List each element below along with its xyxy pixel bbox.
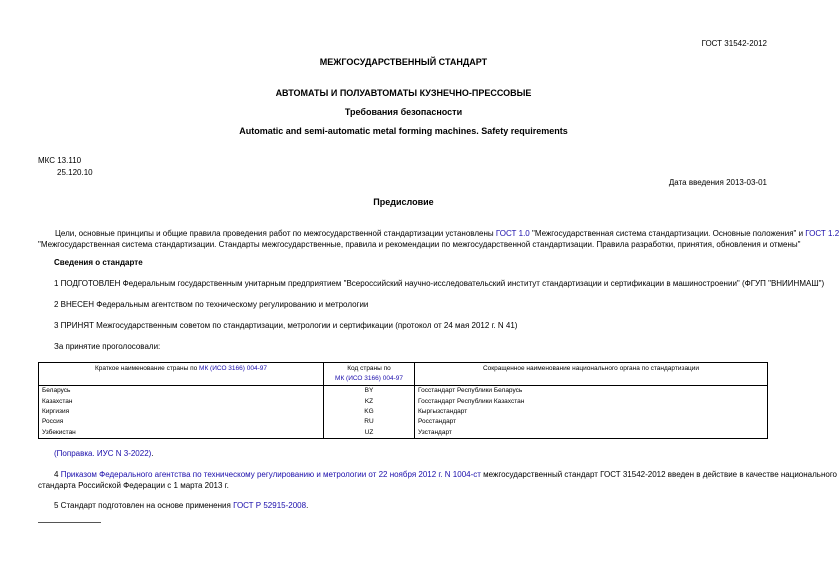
code-cell: UZ <box>324 428 415 439</box>
body-cell: Росстандарт <box>415 417 768 427</box>
footnote-separator <box>38 522 101 523</box>
code-cell: BY <box>324 386 415 397</box>
document-title-en: Automatic and semi-automatic metal forming machines. Safety requirements <box>239 126 568 136</box>
para1-b: "Межгосударственная система стандартизации. Основные положения" и <box>531 229 804 238</box>
para1-c: "Межгосударственная система стандартизации. Стандарты межгосударственные, правила и рекомендации по межгосударственной стандартизации. Правила разработки, принятия, обновления и отмены" <box>38 240 801 249</box>
item-5-text: 5 Стандарт подготовлен на основе применения <box>54 501 231 510</box>
states-table <box>38 362 768 439</box>
amendment-link[interactable]: (Поправка. ИУС N 3-2022) <box>54 449 152 458</box>
amendment-tail: . <box>151 449 154 458</box>
para1-a: Цели, основные принципы и общие правила проведения работ по межгосударственной стандартизации установлены <box>55 229 494 238</box>
body-cell: Кыргызстандарт <box>415 407 768 417</box>
country-cell: Казахстан <box>39 396 324 406</box>
item-1: 1 ПОДГОТОВЛЕН Федеральным государственным унитарным предприятием "Всероссийский научно-исследовательский институт стандартизации и сертификации в машиностроении" (ФГУП "ВНИИНМАШ") <box>54 279 825 288</box>
country-cell: Киргизия <box>39 407 324 417</box>
intro-date: Дата введения 2013-03-01 <box>668 178 767 187</box>
table-row <box>39 428 768 439</box>
header-country <box>39 363 324 386</box>
amendment-note <box>54 449 154 458</box>
item-5-tail: . <box>306 501 309 510</box>
document-title: АВТОМАТЫ И ПОЛУАВТОМАТЫ КУЗНЕЧНО-ПРЕССОВЫЕ <box>275 88 532 98</box>
item-4-line-2: стандарта Российской Федерации с 1 марта 2013 г. <box>38 481 229 490</box>
item-4-text: межгосударственный стандарт ГОСТ 31542-2012 введен в действие в качестве национального <box>483 470 838 479</box>
mk-iso-link[interactable]: МК (ИСО 3166) 004-97 <box>199 365 267 372</box>
order-link[interactable]: Приказом Федерального агентства по техническому регулированию и метрологии от 22 ноября 2012 г. N 1004-ст <box>60 470 481 479</box>
country-cell: Беларусь <box>39 386 324 397</box>
item-4 <box>38 469 838 491</box>
mk-iso-link-2[interactable]: МК (ИСО 3166) 004-97 <box>335 375 403 382</box>
code-cell: KG <box>324 407 415 417</box>
mks-code: МКС 13.110 <box>38 156 82 165</box>
document-subtitle: Требования безопасности <box>344 107 463 117</box>
header-code <box>324 363 415 386</box>
gost-1-2-link[interactable]: ГОСТ 1.2 <box>805 229 839 238</box>
gost-r-link[interactable]: ГОСТ Р 52915-2008 <box>233 501 307 510</box>
country-cell: Узбекистан <box>39 428 324 439</box>
table-header-row <box>39 363 768 386</box>
table-row <box>39 396 768 406</box>
code-cell: RU <box>324 417 415 427</box>
country-cell: Россия <box>39 417 324 427</box>
standard-type: МЕЖГОСУДАРСТВЕННЫЙ СТАНДАРТ <box>319 57 488 67</box>
item-2: 2 ВНЕСЕН Федеральным агентством по техническому регулированию и метрологии <box>54 300 369 309</box>
body-cell: Госстандарт Республики Беларусь <box>415 386 768 397</box>
foreword-paragraph <box>38 228 839 250</box>
table-row <box>39 386 768 397</box>
item-5 <box>54 501 308 510</box>
code-cell: KZ <box>324 396 415 406</box>
header-country-text: Краткое наименование страны по <box>95 365 198 372</box>
mks-code-2: 25.120.10 <box>57 168 93 177</box>
body-cell: Госстандарт Республики Казахстан <box>415 396 768 406</box>
table-row <box>39 407 768 417</box>
item-4-number: 4 <box>54 470 59 479</box>
doc-code: ГОСТ 31542-2012 <box>701 39 767 48</box>
header-body: Сокращенное наименование национального органа по стандартизации <box>415 363 768 386</box>
header-code-text: Код страны по <box>347 365 391 372</box>
info-heading: Сведения о стандарте <box>54 258 143 267</box>
table-row <box>39 417 768 427</box>
foreword-heading: Предисловие <box>373 197 434 207</box>
body-cell: Узстандарт <box>415 428 768 439</box>
item-3: 3 ПРИНЯТ Межгосударственным советом по стандартизации, метрологии и сертификации (протокол от 24 мая 2012 г. N 41) <box>54 321 518 330</box>
gost-1-0-link[interactable]: ГОСТ 1.0 <box>495 229 530 238</box>
voted-label: За принятие проголосовали: <box>54 342 161 351</box>
